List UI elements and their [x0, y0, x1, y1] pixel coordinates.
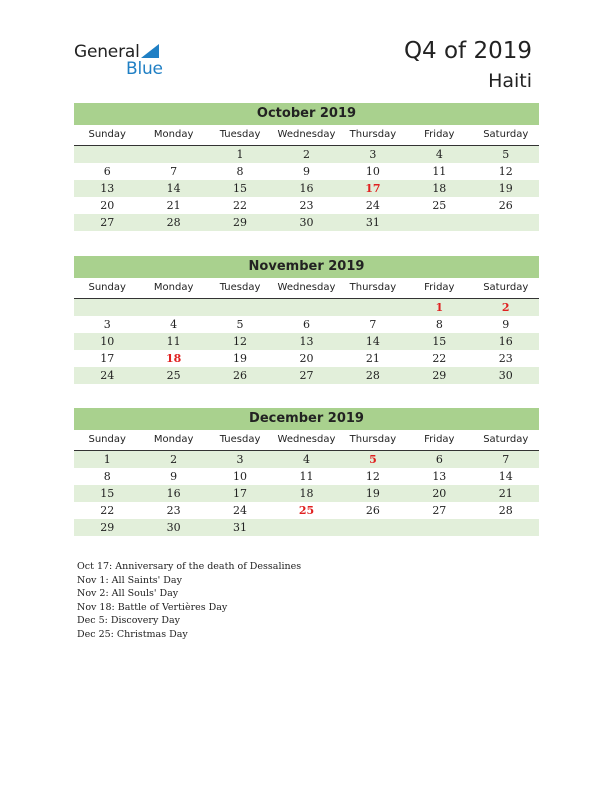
day-cell: [74, 299, 140, 316]
day-cell: 21: [166, 199, 181, 212]
day-cell: [406, 214, 472, 231]
day-cell: 5: [502, 148, 510, 161]
day-cell: 9: [302, 165, 310, 178]
day-cell: 13: [299, 335, 314, 348]
day-cell: [273, 519, 339, 536]
day-cell: 11: [432, 165, 447, 178]
day-cell: 7: [502, 453, 510, 466]
month-header: November 2019: [74, 256, 539, 278]
day-cell: 6: [302, 318, 310, 331]
day-cell: 24: [233, 504, 248, 517]
day-cell: 12: [498, 165, 513, 178]
week-row: [74, 197, 539, 214]
day-cell: 12: [365, 470, 380, 483]
day-cell: 16: [498, 335, 513, 348]
weekday-label: Sunday: [88, 282, 126, 293]
holiday-note: Nov 1: All Saints' Day: [77, 574, 182, 586]
day-cell: 19: [365, 487, 380, 500]
month-calendar: [74, 103, 539, 231]
day-cell: 31: [365, 216, 380, 229]
day-cell: [473, 214, 539, 231]
weekday-label: Saturday: [483, 434, 529, 445]
day-cell: 4: [302, 453, 310, 466]
day-cell: 12: [233, 335, 248, 348]
day-cell: 20: [299, 352, 314, 365]
day-cell: 28: [498, 504, 513, 517]
day-cell: 9: [502, 318, 510, 331]
week-row: [74, 485, 539, 502]
weekday-header-row: [74, 125, 539, 146]
week-row: [74, 502, 539, 519]
day-cell: 11: [299, 470, 314, 483]
weekday-label: Wednesday: [277, 434, 336, 445]
logo: [74, 42, 194, 82]
day-cell: [406, 519, 472, 536]
weekday-label: Friday: [424, 282, 455, 293]
day-cell: 15: [233, 182, 248, 195]
week-row: [74, 333, 539, 350]
day-cell: 29: [100, 521, 115, 534]
day-cell: 4: [170, 318, 178, 331]
day-cell: 10: [233, 470, 248, 483]
month-calendar: [74, 408, 539, 536]
weekday-label: Thursday: [349, 282, 397, 293]
week-row: [74, 146, 539, 163]
day-cell: 14: [166, 182, 181, 195]
day-cell: 2: [170, 453, 178, 466]
weekday-header-row: [74, 278, 539, 299]
day-cell: 2: [501, 301, 510, 314]
day-cell: 26: [498, 199, 513, 212]
day-cell: 18: [299, 487, 314, 500]
day-cell: 24: [365, 199, 380, 212]
day-cell: 6: [435, 453, 443, 466]
weekday-label: Monday: [153, 282, 194, 293]
day-cell: 8: [103, 470, 111, 483]
day-cell: 1: [103, 453, 111, 466]
day-cell: 16: [166, 487, 181, 500]
day-cell: 17: [100, 352, 115, 365]
day-cell: [140, 299, 206, 316]
weekday-label: Tuesday: [219, 282, 261, 293]
day-cell: 21: [498, 487, 513, 500]
holiday-note: Dec 25: Christmas Day: [77, 628, 188, 640]
weekday-label: Thursday: [349, 129, 397, 140]
day-cell: 4: [435, 148, 443, 161]
day-cell: 14: [498, 470, 513, 483]
week-row: [74, 350, 539, 367]
day-cell: 23: [498, 352, 513, 365]
month-calendar: [74, 256, 539, 384]
day-cell: 10: [365, 165, 380, 178]
day-cell: 16: [299, 182, 314, 195]
day-cell: [140, 146, 206, 163]
day-cell: 25: [166, 369, 181, 382]
weekday-label: Thursday: [349, 434, 397, 445]
day-cell: 3: [369, 148, 377, 161]
day-cell: 20: [100, 199, 115, 212]
weekday-label: Friday: [424, 129, 455, 140]
weekday-label: Saturday: [483, 282, 529, 293]
day-cell: 20: [432, 487, 447, 500]
month-header: October 2019: [74, 103, 539, 125]
day-cell: 28: [365, 369, 380, 382]
weekday-label: Monday: [153, 129, 194, 140]
day-cell: [74, 146, 140, 163]
week-row: [74, 180, 539, 197]
day-cell: 27: [432, 504, 447, 517]
day-cell: 19: [233, 352, 248, 365]
weekday-label: Saturday: [483, 129, 529, 140]
day-cell: 29: [233, 216, 248, 229]
weekday-label: Tuesday: [219, 434, 261, 445]
weekday-label: Sunday: [88, 129, 126, 140]
day-cell: 26: [365, 504, 380, 517]
weekday-label: Monday: [153, 434, 194, 445]
day-cell: 11: [166, 335, 181, 348]
day-cell: [340, 299, 406, 316]
weekday-header-row: [74, 430, 539, 451]
day-cell: 15: [432, 335, 447, 348]
logo-text-general: General: [74, 42, 140, 62]
page-title: Q4 of 2019: [403, 38, 532, 64]
day-cell: 27: [100, 216, 115, 229]
day-cell: 30: [299, 216, 314, 229]
day-cell: 5: [236, 318, 244, 331]
day-cell: 6: [103, 165, 111, 178]
day-cell: 14: [365, 335, 380, 348]
day-cell: 2: [302, 148, 310, 161]
week-row: [74, 519, 539, 536]
day-cell: 24: [100, 369, 115, 382]
day-cell: 7: [369, 318, 377, 331]
day-cell: [473, 519, 539, 536]
month-header: December 2019: [74, 408, 539, 430]
day-cell: 25: [298, 504, 315, 517]
weekday-label: Sunday: [88, 434, 126, 445]
holiday-notes: [77, 560, 301, 641]
day-cell: 9: [170, 470, 178, 483]
weekday-label: Wednesday: [277, 282, 336, 293]
holiday-note: Nov 18: Battle of Vertières Day: [77, 601, 228, 613]
day-cell: 15: [100, 487, 115, 500]
day-cell: 18: [165, 352, 182, 365]
week-row: [74, 163, 539, 180]
day-cell: 21: [365, 352, 380, 365]
day-cell: 17: [233, 487, 248, 500]
day-cell: [207, 299, 273, 316]
day-cell: 10: [100, 335, 115, 348]
holiday-note: Oct 17: Anniversary of the death of Dessalines: [77, 561, 302, 572]
day-cell: 31: [233, 521, 248, 534]
day-cell: 1: [236, 148, 244, 161]
holiday-note: Dec 5: Discovery Day: [77, 615, 180, 626]
day-cell: 29: [432, 369, 447, 382]
day-cell: 5: [369, 453, 377, 466]
day-cell: 23: [299, 199, 314, 212]
weekday-label: Friday: [424, 434, 455, 445]
day-cell: 19: [498, 182, 513, 195]
day-cell: 28: [166, 216, 181, 229]
day-cell: 8: [435, 318, 443, 331]
day-cell: 17: [365, 182, 381, 195]
day-cell: [340, 519, 406, 536]
day-cell: 25: [432, 199, 447, 212]
day-cell: 3: [236, 453, 244, 466]
day-cell: 13: [100, 182, 115, 195]
day-cell: 30: [166, 521, 181, 534]
day-cell: 22: [233, 199, 248, 212]
logo-text-blue: Blue: [126, 59, 163, 79]
day-cell: 18: [432, 182, 447, 195]
country-name: Haiti: [488, 70, 532, 92]
week-row: [74, 451, 539, 468]
day-cell: 30: [498, 369, 513, 382]
logo-triangle-icon: [141, 44, 159, 58]
weekday-label: Tuesday: [219, 129, 261, 140]
week-row: [74, 316, 539, 333]
holiday-note: Nov 2: All Souls' Day: [77, 588, 179, 599]
week-row: [74, 468, 539, 485]
day-cell: 7: [170, 165, 178, 178]
week-row: [74, 214, 539, 231]
day-cell: 27: [299, 369, 314, 382]
day-cell: 3: [103, 318, 111, 331]
day-cell: 13: [432, 470, 447, 483]
day-cell: 22: [432, 352, 447, 365]
day-cell: 26: [233, 369, 248, 382]
day-cell: 23: [166, 504, 181, 517]
day-cell: 8: [236, 165, 244, 178]
day-cell: 22: [100, 504, 115, 517]
day-cell: [273, 299, 339, 316]
day-cell: 1: [435, 301, 444, 314]
weekday-label: Wednesday: [277, 129, 336, 140]
week-row: [74, 299, 539, 316]
week-row: [74, 367, 539, 384]
